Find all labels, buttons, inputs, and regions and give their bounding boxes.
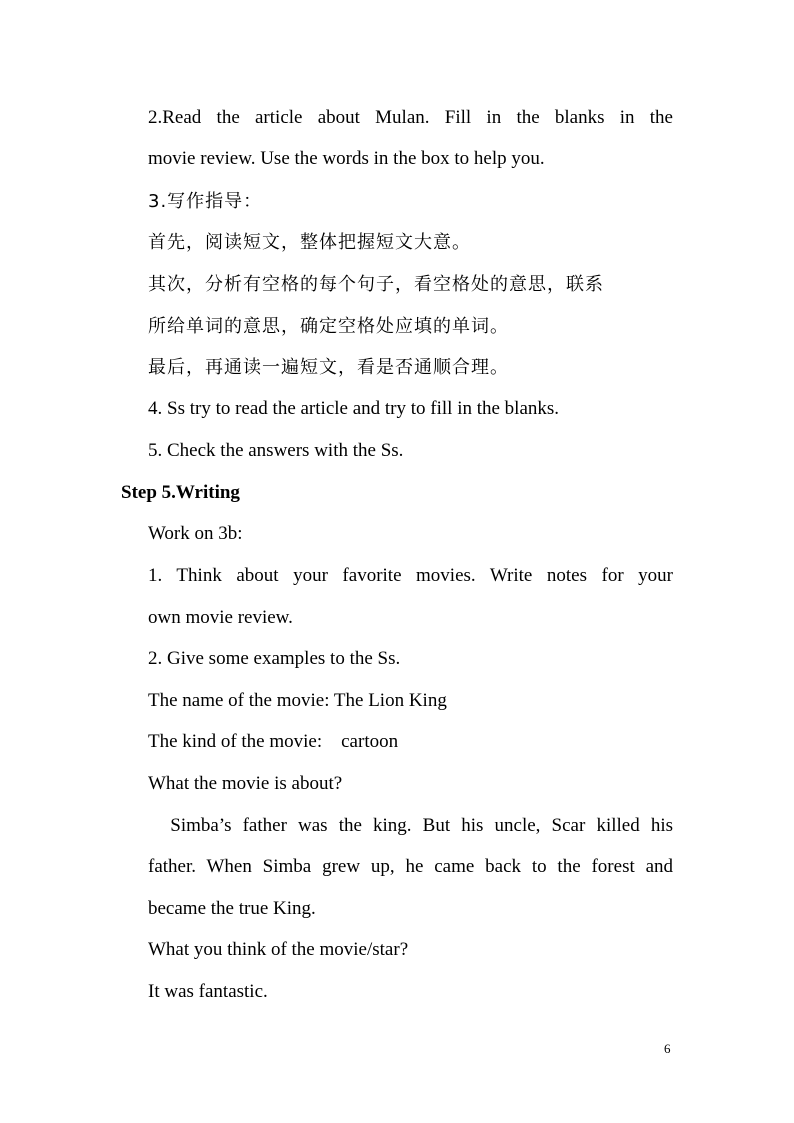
- paragraph-line: 2.Read the article about Mulan. Fill in the blanks in the: [148, 107, 673, 128]
- paragraph-line: 其次，分析有空格的每个句子，看空格处的意思，联系: [148, 274, 604, 295]
- paragraph-line: What you think of the movie/star?: [148, 939, 409, 960]
- paragraph-line: The name of the movie: The Lion King: [148, 690, 447, 711]
- paragraph-line: Work on 3b:: [148, 523, 243, 544]
- section-heading: Step 5.Writing: [121, 482, 240, 503]
- paragraph-line: 最后，再通读一遍短文，看是否通顺合理。: [148, 357, 509, 378]
- paragraph-line: own movie review.: [148, 607, 293, 628]
- paragraph-line: 4. Ss try to read the article and try to fill in the blanks.: [148, 398, 560, 419]
- page-number: 6: [664, 1041, 671, 1056]
- paragraph-line: became the true King.: [148, 898, 316, 919]
- paragraph-line: father. When Simba grew up, he came back to the forest and: [148, 856, 673, 877]
- paragraph-line: 1. Think about your favorite movies. Write notes for your: [148, 565, 673, 586]
- paragraph-line: Simba’s father was the king. But his uncle, Scar killed his: [148, 815, 674, 836]
- paragraph-line: 5. Check the answers with the Ss.: [148, 440, 404, 461]
- paragraph-line: 2. Give some examples to the Ss.: [148, 648, 401, 669]
- paragraph-line: 首先，阅读短文，整体把握短文大意。: [148, 232, 471, 253]
- paragraph-line: 3.写作指导：: [148, 191, 263, 212]
- paragraph-line: The kind of the movie: cartoon: [148, 731, 399, 752]
- paragraph-line: It was fantastic.: [148, 981, 268, 1002]
- paragraph-line: movie review. Use the words in the box to help you.: [148, 148, 545, 169]
- paragraph-line: What the movie is about?: [148, 773, 343, 794]
- paragraph-line: 所给单词的意思，确定空格处应填的单词。: [148, 316, 509, 337]
